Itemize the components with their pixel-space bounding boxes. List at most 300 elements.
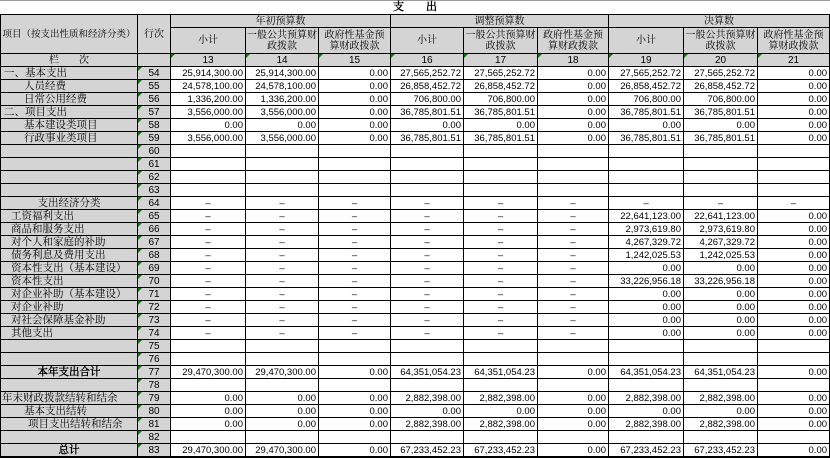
column-index-spacer[interactable] [138,54,171,67]
value-cell[interactable]: 0.00 [391,119,464,132]
value-cell[interactable] [319,340,391,353]
value-cell[interactable]: 2,882,398.00 [684,392,758,405]
value-cell[interactable]: 24,578,100.00 [171,80,246,93]
value-cell[interactable] [758,184,830,197]
value-cell[interactable]: 0.00 [758,327,830,340]
value-cell[interactable] [319,158,391,171]
value-cell[interactable]: 0.00 [758,236,830,249]
row-number-cell[interactable]: 56 [138,93,171,106]
value-cell[interactable]: – [171,249,246,262]
value-cell[interactable]: 64,351,054.23 [464,366,538,379]
value-cell[interactable]: 29,470,300.00 [246,366,319,379]
value-cell[interactable]: 0.00 [758,106,830,119]
value-cell[interactable]: 0.00 [538,444,609,458]
col-subheader-subtotal[interactable]: 小计 [391,28,464,54]
value-cell[interactable]: – [246,210,319,223]
value-cell[interactable]: – [246,223,319,236]
col-subheader-general-public[interactable]: 一般公共预算财政拨款 [685,29,756,52]
col-subheader-subtotal[interactable]: 小计 [609,28,684,54]
row-label-cell[interactable]: 对社会保障基金补助 [1,314,138,327]
value-cell[interactable]: 33,226,956.18 [609,275,684,288]
value-cell[interactable]: 1,242,025.53 [609,249,684,262]
value-cell[interactable]: 67,233,452.23 [684,444,758,458]
value-cell[interactable] [246,171,319,184]
value-cell[interactable]: 0.00 [319,405,391,418]
value-cell[interactable]: 2,882,398.00 [391,418,464,431]
value-cell[interactable] [464,353,538,366]
value-cell[interactable]: 0.00 [319,366,391,379]
value-cell[interactable]: – [464,197,538,210]
value-cell[interactable] [246,431,319,444]
value-cell[interactable]: 0.00 [246,119,319,132]
row-label-cell[interactable] [1,353,138,366]
value-cell[interactable]: 0.00 [538,93,609,106]
value-cell[interactable]: – [391,301,464,314]
value-cell[interactable]: 2,973,619.80 [684,223,758,236]
row-number-cell[interactable]: 80 [138,405,171,418]
value-cell[interactable]: 0.00 [319,93,391,106]
value-cell[interactable]: 0.00 [538,67,609,80]
column-index-label[interactable]: 栏 次 [1,54,138,67]
value-cell[interactable]: 26,858,452.72 [609,80,684,93]
value-cell[interactable]: 0.00 [319,392,391,405]
value-cell[interactable] [609,171,684,184]
row-label-cell[interactable]: 对企业补助 [1,301,138,314]
value-cell[interactable] [171,158,246,171]
value-cell[interactable]: – [464,262,538,275]
value-cell[interactable] [758,158,830,171]
value-cell[interactable]: 2,882,398.00 [464,418,538,431]
value-cell[interactable] [319,171,391,184]
row-number-cell[interactable]: 63 [138,184,171,197]
value-cell[interactable] [171,353,246,366]
value-cell[interactable]: – [319,262,391,275]
row-number-cell[interactable]: 62 [138,171,171,184]
row-number-cell[interactable]: 71 [138,288,171,301]
value-cell[interactable]: 0.00 [758,249,830,262]
value-cell[interactable] [391,379,464,392]
row-label-cell[interactable] [1,145,138,158]
value-cell[interactable]: 0.00 [758,262,830,275]
value-cell[interactable]: 3,556,000.00 [171,106,246,119]
row-number-cell[interactable]: 70 [138,275,171,288]
row-label-cell[interactable]: 资本性支出 [1,275,138,288]
row-number-cell[interactable]: 57 [138,106,171,119]
value-cell[interactable] [171,340,246,353]
value-cell[interactable] [464,340,538,353]
value-cell[interactable] [758,340,830,353]
value-cell[interactable]: 0.00 [319,106,391,119]
value-cell[interactable]: 64,351,054.23 [391,366,464,379]
value-cell[interactable]: – [464,236,538,249]
column-number[interactable]: 13 [171,54,246,67]
value-cell[interactable] [464,158,538,171]
value-cell[interactable]: 0.00 [171,392,246,405]
value-cell[interactable] [609,379,684,392]
row-number-cell[interactable]: 68 [138,249,171,262]
value-cell[interactable]: 0.00 [538,119,609,132]
value-cell[interactable]: – [246,314,319,327]
value-cell[interactable]: – [391,314,464,327]
value-cell[interactable]: – [171,197,246,210]
col-group-adjusted-budget[interactable]: 调整预算数 [391,15,609,28]
value-cell[interactable]: – [171,275,246,288]
value-cell[interactable]: – [391,249,464,262]
value-cell[interactable]: 0.00 [609,327,684,340]
value-cell[interactable]: 0.00 [246,392,319,405]
value-cell[interactable]: 0.00 [171,405,246,418]
value-cell[interactable]: 0.00 [758,67,830,80]
value-cell[interactable]: 0.00 [538,366,609,379]
row-number-cell[interactable]: 55 [138,80,171,93]
row-number-cell[interactable]: 69 [138,262,171,275]
value-cell[interactable]: 0.00 [758,288,830,301]
value-cell[interactable]: 27,565,252.72 [391,67,464,80]
value-cell[interactable]: – [171,210,246,223]
row-number-cell[interactable]: 59 [138,132,171,145]
value-cell[interactable]: 0.00 [609,405,684,418]
row-label-cell[interactable]: 年末财政拨款结转和结余 [1,392,138,405]
value-cell[interactable]: 0.00 [538,132,609,145]
row-number-cell[interactable]: 79 [138,392,171,405]
row-label-cell[interactable]: 基本支出结转 [1,405,138,418]
row-label-cell[interactable]: 人员经费 [1,80,138,93]
column-number[interactable]: 21 [758,54,830,67]
value-cell[interactable]: – [538,210,609,223]
value-cell[interactable]: 706,800.00 [684,93,758,106]
value-cell[interactable]: 29,470,300.00 [171,366,246,379]
value-cell[interactable]: – [171,236,246,249]
value-cell[interactable] [391,340,464,353]
row-number-cell[interactable]: 76 [138,353,171,366]
value-cell[interactable]: 3,556,000.00 [171,132,246,145]
value-cell[interactable] [319,431,391,444]
row-number-cell[interactable]: 60 [138,145,171,158]
row-number-cell[interactable]: 66 [138,223,171,236]
value-cell[interactable]: 706,800.00 [391,93,464,106]
row-number-cell[interactable]: 72 [138,301,171,314]
value-cell[interactable]: – [246,301,319,314]
value-cell[interactable] [538,171,609,184]
value-cell[interactable]: 1,336,200.00 [171,93,246,106]
value-cell[interactable]: 2,882,398.00 [609,418,684,431]
value-cell[interactable]: 36,785,801.51 [609,132,684,145]
value-cell[interactable]: 0.00 [391,405,464,418]
row-label-cell[interactable]: 对企业补助（基本建设） [1,288,138,301]
row-label-cell[interactable]: 资本性支出（基本建设） [1,262,138,275]
value-cell[interactable]: 1,336,200.00 [246,93,319,106]
value-cell[interactable]: 0.00 [758,405,830,418]
value-cell[interactable]: – [684,197,758,210]
row-number-cell[interactable]: 75 [138,340,171,353]
value-cell[interactable] [684,171,758,184]
row-number-cell[interactable]: 64 [138,197,171,210]
value-cell[interactable]: – [391,236,464,249]
value-cell[interactable] [684,158,758,171]
value-cell[interactable]: 0.00 [684,288,758,301]
row-label-cell[interactable]: 日常公用经费 [1,93,138,106]
row-label-cell[interactable] [1,379,138,392]
value-cell[interactable] [246,340,319,353]
value-cell[interactable]: 0.00 [684,405,758,418]
row-number-cell[interactable]: 67 [138,236,171,249]
row-label-cell[interactable] [1,171,138,184]
value-cell[interactable]: – [319,275,391,288]
value-cell[interactable] [391,158,464,171]
value-cell[interactable]: 706,800.00 [609,93,684,106]
value-cell[interactable]: 0.00 [319,418,391,431]
value-cell[interactable]: 0.00 [758,314,830,327]
value-cell[interactable] [246,184,319,197]
value-cell[interactable]: – [246,275,319,288]
value-cell[interactable]: 67,233,452.23 [609,444,684,458]
value-cell[interactable] [246,353,319,366]
row-number-cell[interactable]: 54 [138,67,171,80]
value-cell[interactable]: 0.00 [171,119,246,132]
value-cell[interactable]: 33,226,956.18 [684,275,758,288]
value-cell[interactable]: 24,578,100.00 [246,80,319,93]
value-cell[interactable]: – [538,262,609,275]
value-cell[interactable]: – [246,249,319,262]
value-cell[interactable]: – [464,314,538,327]
column-number[interactable]: 16 [391,54,464,67]
value-cell[interactable]: – [171,262,246,275]
value-cell[interactable]: – [391,327,464,340]
value-cell[interactable] [391,171,464,184]
value-cell[interactable]: – [609,197,684,210]
row-number-cell[interactable]: 65 [138,210,171,223]
value-cell[interactable] [538,184,609,197]
value-cell[interactable]: 0.00 [246,405,319,418]
value-cell[interactable]: 0.00 [758,132,830,145]
value-cell[interactable]: – [391,275,464,288]
value-cell[interactable]: 0.00 [609,301,684,314]
value-cell[interactable]: 0.00 [319,67,391,80]
row-number-cell[interactable]: 58 [138,119,171,132]
row-number-cell[interactable]: 74 [138,327,171,340]
column-number[interactable]: 15 [319,54,391,67]
value-cell[interactable]: 26,858,452.72 [684,80,758,93]
value-cell[interactable]: – [538,197,609,210]
row-label-cell[interactable]: 其他支出 [1,327,138,340]
value-cell[interactable]: 0.00 [464,119,538,132]
value-cell[interactable]: 0.00 [171,418,246,431]
value-cell[interactable]: 22,641,123.00 [609,210,684,223]
value-cell[interactable]: 36,785,801.51 [609,106,684,119]
value-cell[interactable]: 36,785,801.51 [391,106,464,119]
value-cell[interactable]: 0.00 [246,418,319,431]
row-number-cell[interactable]: 77 [138,366,171,379]
value-cell[interactable] [758,353,830,366]
row-label-cell[interactable] [1,340,138,353]
row-number-cell[interactable]: 78 [138,379,171,392]
value-cell[interactable]: 0.00 [758,93,830,106]
value-cell[interactable]: 36,785,801.51 [684,132,758,145]
value-cell[interactable]: – [391,288,464,301]
value-cell[interactable]: 706,800.00 [464,93,538,106]
value-cell[interactable]: 0.00 [609,119,684,132]
value-cell[interactable] [246,379,319,392]
value-cell[interactable] [609,431,684,444]
value-cell[interactable]: – [538,301,609,314]
row-label-cell[interactable]: 本年支出合计 [1,366,138,379]
row-number-cell[interactable]: 61 [138,158,171,171]
value-cell[interactable] [609,184,684,197]
col-subheader-gov-fund[interactable]: 政府性基金预算财政拨款 [758,28,830,54]
value-cell[interactable]: 1,242,025.53 [684,249,758,262]
row-label-cell[interactable]: 商品和服务支出 [1,223,138,236]
row-label-cell[interactable]: 债务利息及费用支出 [1,249,138,262]
value-cell[interactable] [319,145,391,158]
value-cell[interactable] [171,379,246,392]
value-cell[interactable]: 0.00 [319,80,391,93]
value-cell[interactable]: 3,556,000.00 [246,132,319,145]
value-cell[interactable]: 0.00 [758,418,830,431]
value-cell[interactable]: – [538,327,609,340]
value-cell[interactable]: – [319,327,391,340]
value-cell[interactable]: 36,785,801.51 [464,132,538,145]
value-cell[interactable] [538,353,609,366]
value-cell[interactable]: 0.00 [609,314,684,327]
value-cell[interactable]: 4,267,329.72 [609,236,684,249]
col-group-final-accounts[interactable]: 决算数 [609,15,830,28]
row-label-cell[interactable] [1,184,138,197]
value-cell[interactable]: 0.00 [758,392,830,405]
value-cell[interactable] [538,158,609,171]
value-cell[interactable]: – [391,210,464,223]
value-cell[interactable]: 0.00 [538,80,609,93]
value-cell[interactable]: 36,785,801.51 [391,132,464,145]
row-label-cell[interactable]: 二、项目支出 [1,106,138,119]
value-cell[interactable] [609,145,684,158]
value-cell[interactable]: – [246,262,319,275]
value-cell[interactable]: 27,565,252.72 [684,67,758,80]
value-cell[interactable]: – [319,197,391,210]
value-cell[interactable]: 25,914,300.00 [171,67,246,80]
col-subheader-gov-fund[interactable]: 政府性基金预算财政拨款 [319,28,391,54]
value-cell[interactable] [758,379,830,392]
value-cell[interactable]: – [246,288,319,301]
row-label-cell[interactable]: 一、基本支出 [1,67,138,80]
column-number[interactable]: 14 [246,54,319,67]
value-cell[interactable]: – [246,327,319,340]
value-cell[interactable]: – [171,314,246,327]
row-number-cell[interactable]: 81 [138,418,171,431]
value-cell[interactable]: – [171,288,246,301]
value-cell[interactable] [758,145,830,158]
value-cell[interactable]: 0.00 [684,119,758,132]
value-cell[interactable] [684,379,758,392]
row-label-cell[interactable]: 工资福利支出 [1,210,138,223]
value-cell[interactable]: – [464,301,538,314]
row-label-cell[interactable] [1,158,138,171]
value-cell[interactable]: 26,858,452.72 [464,80,538,93]
value-cell[interactable]: 0.00 [464,405,538,418]
value-cell[interactable]: 0.00 [609,288,684,301]
row-label-cell[interactable]: 项目支出结转和结余 [1,418,138,431]
value-cell[interactable]: – [538,288,609,301]
value-cell[interactable] [758,171,830,184]
value-cell[interactable]: 22,641,123.00 [684,210,758,223]
value-cell[interactable]: – [171,223,246,236]
value-cell[interactable]: – [464,275,538,288]
value-cell[interactable] [171,171,246,184]
value-cell[interactable] [758,431,830,444]
value-cell[interactable] [538,379,609,392]
value-cell[interactable]: 0.00 [684,301,758,314]
value-cell[interactable] [538,145,609,158]
value-cell[interactable]: – [538,314,609,327]
value-cell[interactable] [391,184,464,197]
value-cell[interactable]: 0.00 [538,106,609,119]
value-cell[interactable]: 0.00 [319,444,391,458]
value-cell[interactable]: 29,470,300.00 [246,444,319,458]
value-cell[interactable] [391,145,464,158]
col-header-row-no[interactable]: 行次 [138,15,171,54]
value-cell[interactable]: 2,882,398.00 [391,392,464,405]
value-cell[interactable] [538,431,609,444]
value-cell[interactable]: 4,267,329.72 [684,236,758,249]
value-cell[interactable]: 0.00 [684,327,758,340]
value-cell[interactable]: – [758,197,830,210]
value-cell[interactable] [684,184,758,197]
row-label-cell[interactable] [1,431,138,444]
value-cell[interactable]: – [319,223,391,236]
col-subheader-gov-fund[interactable]: 政府性基金预算财政拨款 [538,28,609,54]
value-cell[interactable]: – [319,236,391,249]
value-cell[interactable]: – [391,197,464,210]
value-cell[interactable] [391,353,464,366]
value-cell[interactable]: 0.00 [758,301,830,314]
value-cell[interactable]: 0.00 [538,392,609,405]
value-cell[interactable]: 0.00 [758,210,830,223]
value-cell[interactable] [609,158,684,171]
value-cell[interactable]: – [319,249,391,262]
col-subheader-general-public[interactable]: 一般公共预算财政拨款 [247,29,317,52]
row-label-cell[interactable]: 对个人和家庭的补助 [1,236,138,249]
value-cell[interactable]: – [464,210,538,223]
value-cell[interactable]: 0.00 [758,275,830,288]
value-cell[interactable]: – [538,236,609,249]
value-cell[interactable]: 67,233,452.23 [391,444,464,458]
value-cell[interactable] [464,379,538,392]
row-number-cell[interactable]: 83 [138,444,171,458]
row-label-cell[interactable]: 总计 [1,444,138,458]
value-cell[interactable]: 36,785,801.51 [684,106,758,119]
value-cell[interactable]: – [538,223,609,236]
value-cell[interactable]: 25,914,300.00 [246,67,319,80]
value-cell[interactable]: 26,858,452.72 [391,80,464,93]
value-cell[interactable]: – [391,223,464,236]
value-cell[interactable]: 0.00 [319,132,391,145]
value-cell[interactable] [464,431,538,444]
value-cell[interactable] [538,340,609,353]
row-label-cell[interactable]: 支出经济分类 [1,197,138,210]
value-cell[interactable] [319,184,391,197]
row-label-cell[interactable]: 基本建设类项目 [1,119,138,132]
value-cell[interactable]: – [464,288,538,301]
value-cell[interactable]: 64,351,054.23 [609,366,684,379]
value-cell[interactable]: 27,565,252.72 [464,67,538,80]
column-number[interactable]: 20 [684,54,758,67]
value-cell[interactable] [684,431,758,444]
column-number[interactable]: 19 [609,54,684,67]
value-cell[interactable] [609,353,684,366]
value-cell[interactable]: – [391,262,464,275]
value-cell[interactable] [246,145,319,158]
value-cell[interactable] [684,353,758,366]
value-cell[interactable]: 64,351,054.23 [684,366,758,379]
